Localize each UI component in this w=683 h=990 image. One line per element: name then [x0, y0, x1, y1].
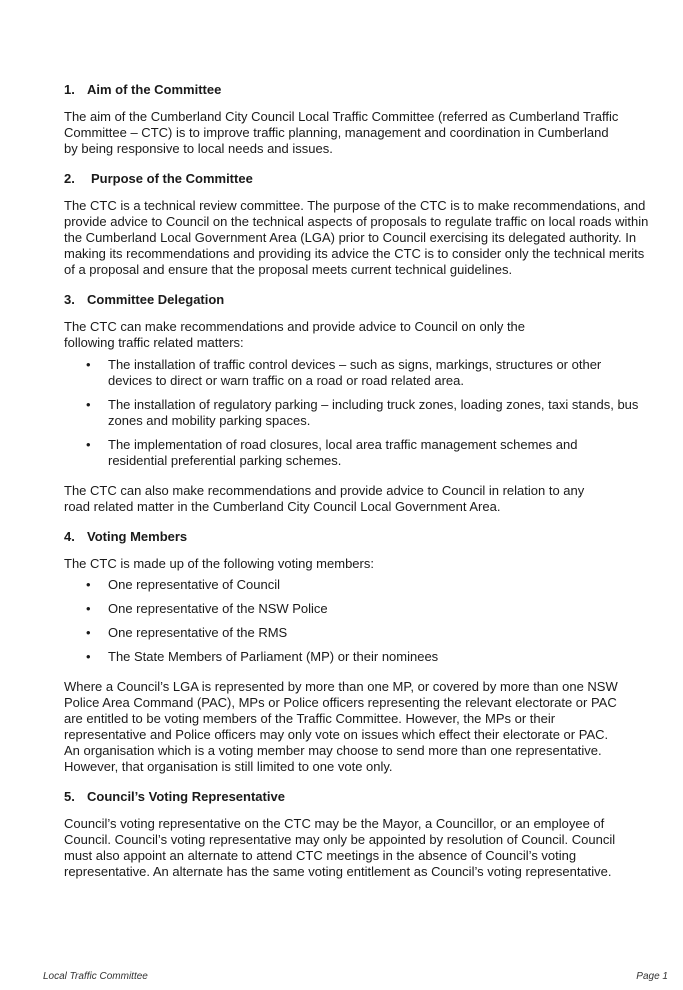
bullet-icon: •	[86, 397, 91, 412]
section-5-heading	[64, 789, 654, 805]
bullet-icon: •	[86, 649, 91, 664]
section-2-heading	[64, 171, 654, 187]
list-item	[64, 649, 654, 665]
section-4-outro: Where a Council’s LGA is represented by more than one MP, or covered by more than one NSW Police Area Command (PAC), MPs or Police officers representing the relevant electorate or PAC are entitled to be voting members of the Traffic Committee. However, the MPs or their representative and Police officers may only vote on issues which effect their electorate or PAC. An organisation which is a voting member may choose to send more than one representative. However, that organisation is still limited to one vote only.	[64, 679, 618, 774]
section-4-heading	[64, 529, 654, 545]
list-item-text: The installation of traffic control devices – such as signs, markings, structures or other devices to direct or warn traffic on a road or road related area.	[108, 357, 602, 388]
page-number: Page 1	[636, 971, 668, 982]
section-title: Purpose of the Committee	[91, 171, 253, 186]
section-1-heading	[64, 82, 654, 98]
voting-members-list	[64, 577, 654, 665]
list-item	[64, 437, 608, 469]
section-number: 2.	[64, 171, 75, 186]
section-title: Voting Members	[87, 529, 188, 544]
list-item-text: The implementation of road closures, local area traffic management schemes and residential preferential parking schemes.	[108, 437, 578, 468]
section-title: Committee Delegation	[87, 292, 225, 307]
bullet-icon: •	[86, 601, 91, 616]
section-2-paragraph: The CTC is a technical review committee. The purpose of the CTC is to make recommendations, and provide advice to Council on the technical aspects of proposals to regulate traffic on local roads within the Cumberland Local Government Area (LGA) prior to Council exercising its delegated authority. In making its recommendations and providing its advice the CTC is to consider only the technical merits of a proposal and ensure that the proposal meets current technical guidelines.	[64, 198, 649, 277]
list-item-text: One representative of the NSW Police	[108, 601, 328, 616]
list-item-text: The State Members of Parliament (MP) or their nominees	[108, 649, 439, 664]
list-item-text: One representative of the RMS	[108, 625, 288, 640]
document-page	[64, 82, 654, 880]
section-3-outro: The CTC can also make recommendations and provide advice to Council in relation to any road related matter in the Cumberland City Council Local Government Area.	[64, 483, 585, 514]
bullet-icon: •	[86, 577, 91, 592]
section-4-intro: The CTC is made up of the following voting members:	[64, 556, 374, 571]
section-3-intro: The CTC can make recommendations and provide advice to Council on only the following traffic related matters:	[64, 319, 526, 350]
list-item	[64, 397, 648, 429]
list-item	[64, 625, 654, 641]
section-5-paragraph: Council’s voting representative on the CTC may be the Mayor, a Councillor, or an employee of Council. Council’s voting representative may only be appointed by resolution of Council. Council must also appoint an alternate to attend CTC meetings in the absence of Council’s voting representative. An alternate has the same voting entitlement as Council’s voting representative.	[64, 816, 616, 879]
bullet-icon: •	[86, 437, 91, 452]
section-number: 4.	[64, 529, 75, 544]
footer-title: Local Traffic Committee	[43, 971, 148, 982]
list-item-text: The installation of regulatory parking – including truck zones, loading zones, taxi stands, bus zones and mobility parking spaces.	[108, 397, 639, 428]
list-item	[64, 601, 654, 617]
section-1-paragraph: The aim of the Cumberland City Council Local Traffic Committee (referred as Cumberland Traffic Committee – CTC) is to improve traffic planning, management and coordination in Cumberland by being responsive to local needs and issues.	[64, 109, 619, 156]
section-number: 5.	[64, 789, 75, 804]
bullet-icon: •	[86, 625, 91, 640]
section-title: Aim of the Committee	[87, 82, 222, 97]
delegation-list	[64, 357, 654, 469]
section-number: 3.	[64, 292, 75, 307]
list-item	[64, 577, 654, 593]
bullet-icon: •	[86, 357, 91, 372]
list-item	[64, 357, 648, 389]
section-3-heading	[64, 292, 654, 308]
section-title: Council’s Voting Representative	[87, 789, 285, 804]
section-number: 1.	[64, 82, 75, 97]
list-item-text: One representative of Council	[108, 577, 280, 592]
